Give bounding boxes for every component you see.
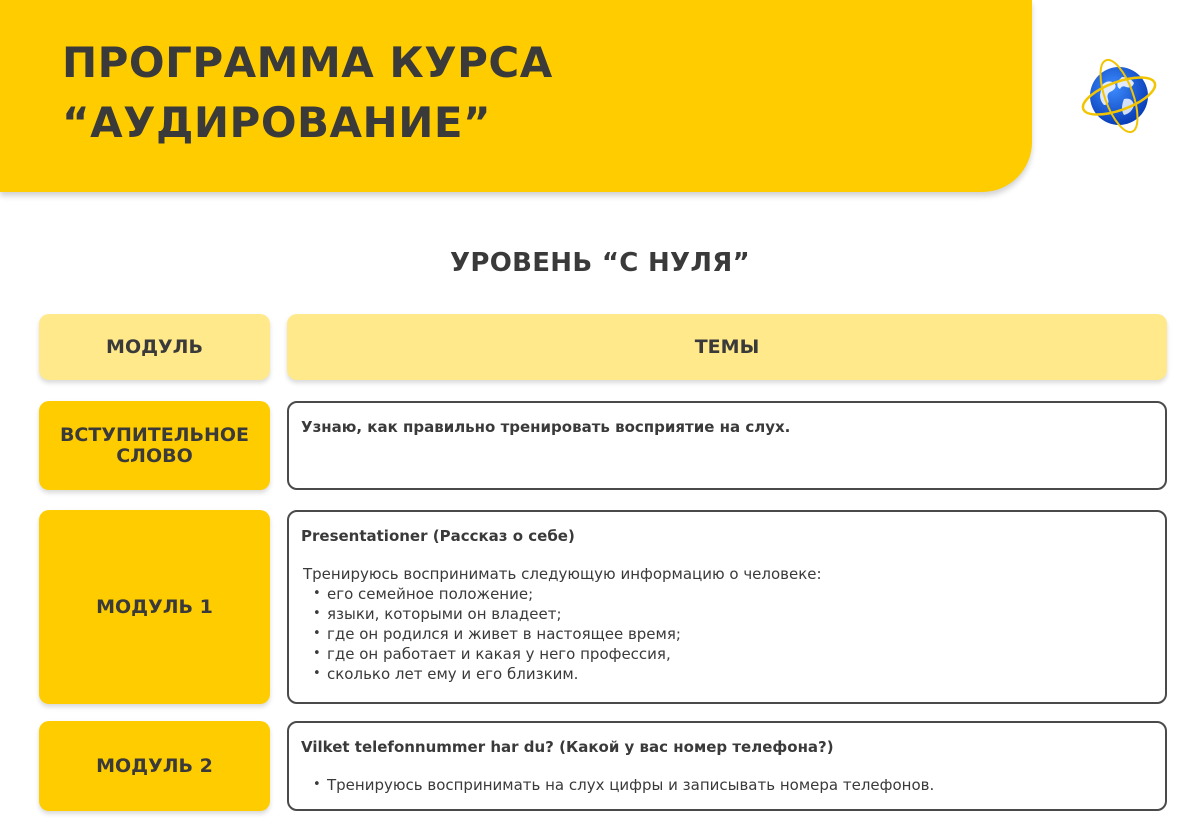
page-title-line-2: “АУДИРОВАНИЕ” xyxy=(62,98,492,147)
module-name: ВСТУПИТЕЛЬНОЕ СЛОВО xyxy=(59,423,250,467)
topic-bullet-list xyxy=(301,584,1153,684)
globe-logo-icon xyxy=(1078,55,1160,137)
column-header-topics-label: ТЕМЫ xyxy=(694,336,760,358)
list-item: • сколько лет ему и его близким. xyxy=(313,664,1153,684)
module-cell-1 xyxy=(39,510,270,704)
module-cell-intro xyxy=(39,401,270,490)
module-name: МОДУЛЬ 2 xyxy=(96,754,213,777)
list-item: • его семейное положение; xyxy=(313,584,1153,604)
column-header-module-label: МОДУЛЬ xyxy=(106,336,203,358)
topic-title: Vilket telefonnummer har du? (Какой у вас номер телефона?) xyxy=(301,738,834,756)
page-title-line-1: ПРОГРАММА КУРСА xyxy=(62,38,553,87)
topic-cell-intro xyxy=(287,401,1167,490)
topic-cell-2 xyxy=(287,721,1167,811)
topic-bullet-list xyxy=(301,775,1153,795)
list-item: • языки, которыми он владеет; xyxy=(313,604,1153,624)
topic-cell-1 xyxy=(287,510,1167,704)
topic-title: Узнаю, как правильно тренировать восприятие на слух. xyxy=(301,418,791,436)
header-banner xyxy=(0,0,1032,192)
list-item: • где он работает и какая у него профессия, xyxy=(313,644,1153,664)
module-name: МОДУЛЬ 1 xyxy=(96,595,213,618)
list-item: • где он родился и живет в настоящее время; xyxy=(313,624,1153,644)
module-cell-2 xyxy=(39,721,270,811)
column-header-module xyxy=(39,314,270,380)
level-title: УРОВЕНЬ “С НУЛЯ” xyxy=(450,248,750,278)
list-item: • Тренируюсь воспринимать на слух цифры и записывать номера телефонов. xyxy=(313,775,1153,795)
column-header-topics xyxy=(287,314,1167,380)
topic-intro: Тренируюсь воспринимать следующую информацию о человеке: xyxy=(303,565,822,583)
topic-title: Presentationer (Рассказ о себе) xyxy=(301,527,575,545)
